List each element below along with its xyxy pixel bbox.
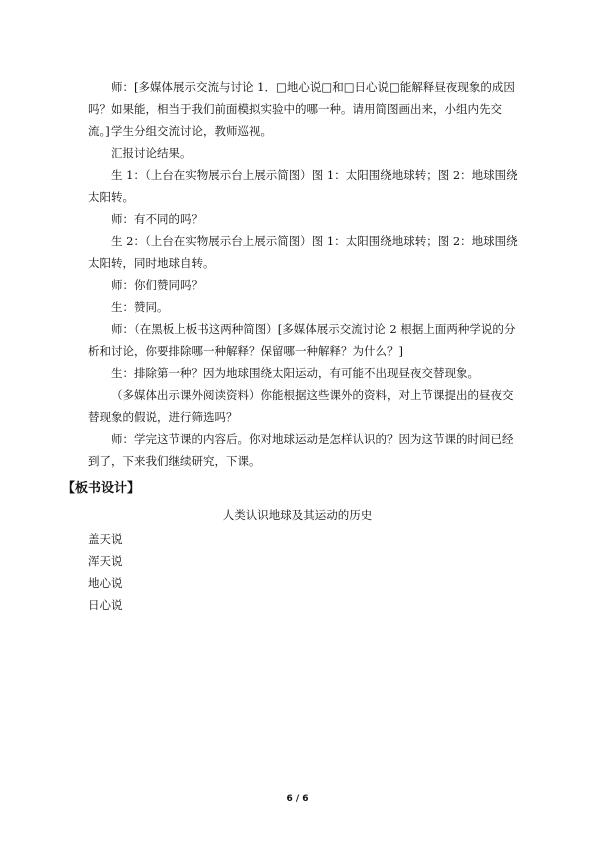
paragraph: 生：赞同。 [111,300,169,314]
board-item: 浑天说 [88,554,123,568]
paragraph: 生：排除第一种？因为地球围绕太阳运动，有可能不出现昼夜交替现象。 [111,366,479,380]
board-item: 日心说 [88,598,123,612]
board-item: 盖天说 [88,532,123,546]
paragraph: 生 1：（上台在实物展示台上展示简图）图 1：太阳围绕地球转；图 2：地球围绕太阳转。 [88,168,518,204]
paragraph: 师：[多媒体展示交流与讨论 1．□地心说□和□日心说□能解释昼夜现象的成因吗？如果能，相当于我们前面模拟实验中的哪一种。请用简图画出来，小组内先交流。] [88,80,515,138]
board-item: 地心说 [88,576,123,590]
paragraph: 汇报讨论结果。 [111,146,192,160]
paragraph: 师：学完这节课的内容后。你对地球运动是怎样认识的？因为这节课的时间已经到了，下来我们继续研究，下课。 [88,432,514,468]
paragraph: 师：有不同的吗？ [111,212,203,226]
paragraph: （多媒体出示课外阅读资料）你能根据这些课外的资料，对上节课提出的昼夜交替现象的假说，进行筛选吗？ [88,388,514,424]
page-number: 6 / 6 [286,794,309,804]
paragraph: 师：（在黑板上板书这两种简图）[多媒体展示交流讨论 2 根据上面两种学说的分析和讨论，你要排除哪一种解释？保留哪一种解释？为什么？] [88,322,516,358]
board-title: 人类认识地球及其运动的历史 [222,508,373,522]
section-heading: 【板书设计】 [62,481,141,496]
paragraph: 生 2：（上台在实物展示台上展示简图）图 1：太阳围绕地球转；图 2：地球围绕太阳转，同时地球自转。 [88,234,518,270]
paragraph: 学生分组交流讨论，教师巡视。 [111,124,272,138]
paragraph: 师：你们赞同吗？ [111,278,203,292]
